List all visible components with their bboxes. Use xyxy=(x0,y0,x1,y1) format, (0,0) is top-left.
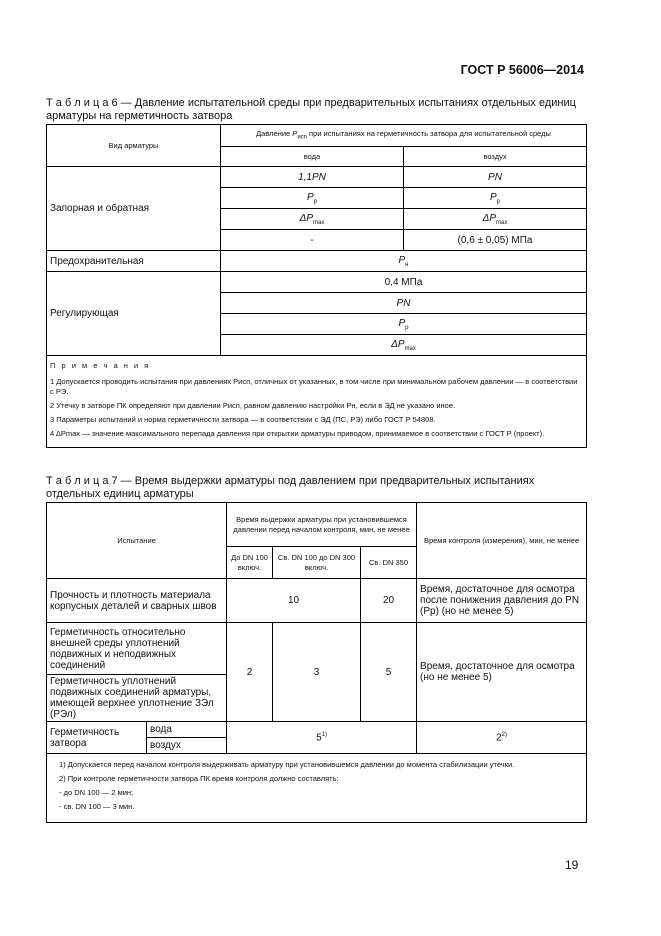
table6-col-pressure-group: Давление $P_{исп}$ при испытаниях на герметичность затвора для испытательной среды xyxy=(221,125,587,147)
cell-value: 0,4 МПа xyxy=(221,272,587,293)
cell-value: $P_р$ xyxy=(221,188,404,209)
table7-sub-dn100-300: Св. DN 100 до DN 300 включ. xyxy=(273,547,361,579)
notes-heading: П р и м е ч а н и я xyxy=(50,361,151,370)
note-1: 1 Допускается проводить испытания при давлениях Pисп, отличных от указанных, в том числе при минимальном рабочем давлении — в соответствии с РЭ. xyxy=(50,377,578,396)
table7-caption: Т а б л и ц а 7 — Время выдержки арматуры под давлением при предварительных испытаниях отдельных единиц арматуры xyxy=(46,475,535,500)
document-number: ГОСТ Р 56006—2014 xyxy=(460,63,584,77)
media-air: воздух xyxy=(147,738,227,754)
cell-value: PN xyxy=(404,167,587,188)
cell-value: $\Delta P_{max}$ xyxy=(221,209,404,230)
table7-col-control-time: Время контроля (измерения), мин, не менее xyxy=(417,503,587,579)
table7-sub-dn100: До DN 100 включ. xyxy=(227,547,273,579)
row-label-upper-seal: Герметичность уплотнений подвижных соединений арматуры, имеющей верхнее уплотнение ЗЭл (РЭл) xyxy=(47,675,227,722)
note-3: 3 Параметры испытаний и норма герметичности затвора — в соответствии с ЭД (ПС, РЭ) либо ГОСТ Р 54808. xyxy=(50,415,436,424)
cell-value: 3 xyxy=(273,623,361,722)
cell-value: 20 xyxy=(361,579,417,623)
table6-notes xyxy=(47,356,587,448)
footnote-4: - св. DN 100 — 3 мин. xyxy=(59,802,135,811)
table6 xyxy=(46,124,587,448)
cell-value: 5 xyxy=(361,623,417,722)
cell-value: $P_р$ xyxy=(221,314,587,335)
row-label-seat: Герметичность затвора xyxy=(47,722,147,754)
table7-col-test: Испытание xyxy=(47,503,227,579)
page-number: 19 xyxy=(565,858,579,872)
table6-caption: Т а б л и ц а 6 — Давление испытательной среды при предварительных испытаниях отдельных единиц арматуры на герметичность затвора xyxy=(46,97,576,122)
cell-value: - xyxy=(221,230,404,251)
cell-value: $\Delta P_{max}$ xyxy=(404,209,587,230)
row-label-zapornaya: Запорная и обратная xyxy=(47,167,221,251)
cell-value: 2 xyxy=(227,623,273,722)
cell-value: $P_р$ xyxy=(404,188,587,209)
note-4: 4 ΔPmax — значение максимального перепада давления при открытии арматуры приводом, принимаемое в соответствии с ГОСТ Р (проект). xyxy=(50,429,545,438)
table6-col-air: воздух xyxy=(404,147,587,167)
table6-col-type: Вид арматуры xyxy=(47,125,221,167)
cell-value: $P_н$ xyxy=(221,251,587,272)
cell-value: 1,1PN xyxy=(221,167,404,188)
cell-value: $\Delta P_{max}$ xyxy=(221,335,587,356)
footnote-1: 1) Допускается перед началом контроля выдерживать арматуру при установившемся давлении до момента стабилизации утечки. xyxy=(59,760,515,769)
cell-value: PN xyxy=(221,293,587,314)
cell-control: 2$^{2)}$ xyxy=(417,722,587,754)
footnote-2: 2) При контроле герметичности затвора ПК время контроля должно составлять: xyxy=(59,774,339,783)
row-label-external: Герметичность относительно внешней среды уплотнений подвижных и неподвижных соединений xyxy=(47,623,227,675)
media-water: вода xyxy=(147,722,227,738)
table7 xyxy=(46,502,587,823)
table6-col-water: вода xyxy=(221,147,404,167)
row-label-regul: Регулирующая xyxy=(47,272,221,356)
row-label-predohr: Предохранительная xyxy=(47,251,221,272)
cell-value: 5$^{1)}$ xyxy=(227,722,417,754)
cell-control: Время, достаточное для осмотра (но не менее 5) xyxy=(417,623,587,722)
cell-value: (0,6 ± 0,05) МПа xyxy=(404,230,587,251)
cell-control: Время, достаточное для осмотра после понижения давления до PN (Pр) (но не менее 5) xyxy=(417,579,587,623)
table7-sub-dn350: Св. DN 350 xyxy=(361,547,417,579)
table7-col-hold-group: Время выдержки арматуры при установившемся давлении перед началом контроля, мин, не менее xyxy=(227,503,417,547)
footnote-3: - до DN 100 — 2 мин; xyxy=(59,788,134,797)
table7-notes xyxy=(47,754,587,823)
note-2: 2 Утечку в затворе ПК определяют при давлении Pисп, равном давлению настройки Pн, если в ЭД не указано иное. xyxy=(50,401,456,410)
cell-value: 10 xyxy=(227,579,361,623)
row-label-strength: Прочность и плотность материала корпусных деталей и сварных швов xyxy=(47,579,227,623)
